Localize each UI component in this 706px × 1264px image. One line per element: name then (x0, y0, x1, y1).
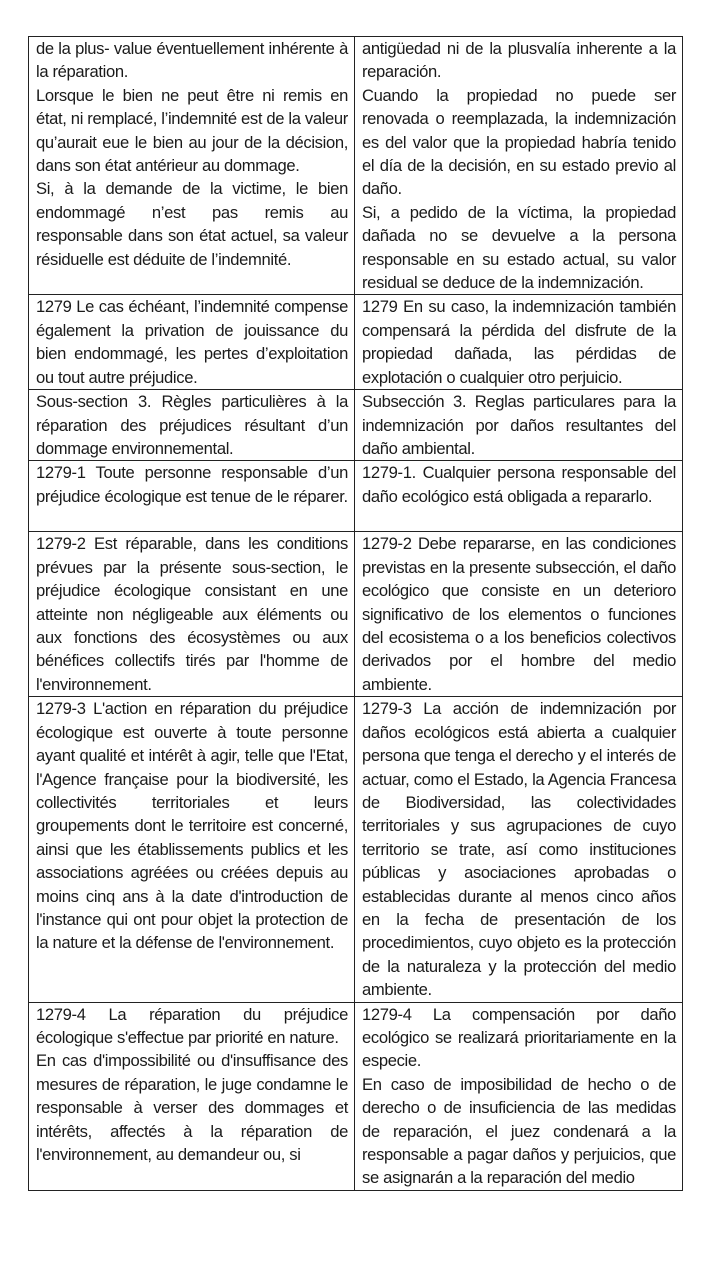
spanish-paragraph: antigüedad ni de la plusvalía inherente a la reparación. (362, 39, 676, 82)
table-row (29, 697, 683, 1002)
spanish-paragraph: 1279-3 La acción de indemnización por daños ecológicos está abierta a cualquier persona que tenga el derecho y el interés de actuar, como el Estado, la Agencia Francesa de Biodiversidad, las colectividades territoriales y sus agrupaciones de cuyo territorio se trate, así como instituciones públicas y asociaciones aprobadas o establecidas durante al menos cinco años en la fecha de presentación de los procedimientos, cuyo objeto es la protección de la naturaleza y la protección del medio ambiente. (362, 699, 676, 1000)
spanish-paragraph: En caso de imposibilidad de hecho o de derecho o de insuficiencia de las medidas de reparación, el juez condenará a la responsable a pagar daños y perjuicios, que se asignarán a la reparación del medio (362, 1074, 676, 1188)
table-row (29, 1002, 683, 1190)
french-paragraph: 1279-3 L'action en réparation du préjudice écologique est ouverte à toute personne ayant qualité et intérêt à agir, telle que l'Etat, l'Agence française pour la biodiversité, les collectivités territoriales et leurs groupements dont le territoire est concerné, ainsi que les établissements publics et les associations agréées ou créées depuis au moins cinq ans à la date d'introduction de l'instance qui ont pour objet la protection de la nature et la défense de l'environnement. (36, 699, 348, 953)
french-paragraph: En cas d'impossibilité ou d'insuffisance des mesures de réparation, le juge condamne le responsable à verser des dommages et intérêts, affectés à la réparation de l'environnement, au demandeur ou, si (36, 1051, 348, 1165)
spanish-paragraph: 1279-2 Debe repararse, en las condiciones previstas en la presente subsección, el daño ecológico que consiste en un deterioro significativo de los elementos o funciones del ecosistema o a los beneficios colectivos derivados por el hombre del medio ambiente. (362, 534, 676, 694)
spanish-text-cell (355, 461, 683, 532)
spanish-paragraph: Si, a pedido de la víctima, la propiedad dañada no se devuelve a la persona responsable en su estado actual, su valor residual se deduce de la indemnización. (362, 202, 676, 293)
spanish-paragraph: Cuando la propiedad no puede ser renovada o reemplazada, la indemnización es del valor que la propiedad habría tenido el día de la decisión, en su estado previo al daño. (362, 85, 676, 199)
french-text-cell (29, 697, 355, 1002)
french-text-cell (29, 461, 355, 532)
spanish-paragraph: 1279-1. Cualquier persona responsable del daño ecológico está obligada a repararlo. (362, 463, 676, 506)
french-paragraph: 1279-1 Toute personne responsable d’un préjudice écologique est tenue de le réparer. (36, 463, 348, 506)
spanish-paragraph: 1279-4 La compensación por daño ecológico se realizará prioritariamente en la especie. (362, 1004, 676, 1071)
table-row (29, 295, 683, 390)
french-paragraph: 1279-2 Est réparable, dans les conditions prévues par la présente sous-section, le préjudice écologique consistant en une atteinte non négligeable aux éléments ou aux fonctions des écosystèmes ou aux bénéfices collectifs tirés par l'homme de l'environnement. (36, 534, 348, 694)
bilingual-article-table (28, 36, 683, 1191)
french-text-cell (29, 37, 355, 295)
french-paragraph: Lorsque le bien ne peut être ni remis en état, ni remplacé, l’indemnité est de la valeur qu’aurait eue le bien au jour de la décision, dans son état antérieur au dommage. (36, 85, 348, 176)
french-paragraph: de la plus- value éventuellement inhérente à la réparation. (36, 39, 348, 82)
french-paragraph: Sous-section 3. Règles particulières à la réparation des préjudices résultant d’un dommage environnemental. (36, 392, 348, 458)
table-row (29, 461, 683, 532)
spanish-text-cell (355, 37, 683, 295)
spanish-paragraph: 1279 En su caso, la indemnización también compensará la pérdida del disfrute de la propiedad dañada, las pérdidas de explotación o cualquier otro perjuicio. (362, 297, 676, 387)
spanish-text-cell (355, 532, 683, 697)
table-row (29, 37, 683, 295)
table-row (29, 532, 683, 697)
french-text-cell (29, 532, 355, 697)
spanish-text-cell (355, 390, 683, 461)
french-paragraph: 1279-4 La réparation du préjudice écologique s'effectue par priorité en nature. (36, 1004, 348, 1047)
spanish-text-cell (355, 295, 683, 390)
french-paragraph: Si, à la demande de la victime, le bien endommagé n’est pas remis au responsable dans son état actuel, sa valeur résiduelle est déduite de l’indemnité. (36, 179, 348, 269)
spanish-text-cell (355, 1002, 683, 1190)
spanish-paragraph: Subsección 3. Reglas particulares para la indemnización por daños resultantes del daño ambiental. (362, 392, 676, 458)
french-text-cell (29, 1002, 355, 1190)
spanish-text-cell (355, 697, 683, 1002)
french-text-cell (29, 295, 355, 390)
table-row (29, 390, 683, 461)
french-text-cell (29, 390, 355, 461)
french-paragraph: 1279 Le cas échéant, l’indemnité compense également la privation de jouissance du bien endommagé, les pertes d’exploitation ou tout autre préjudice. (36, 297, 348, 387)
